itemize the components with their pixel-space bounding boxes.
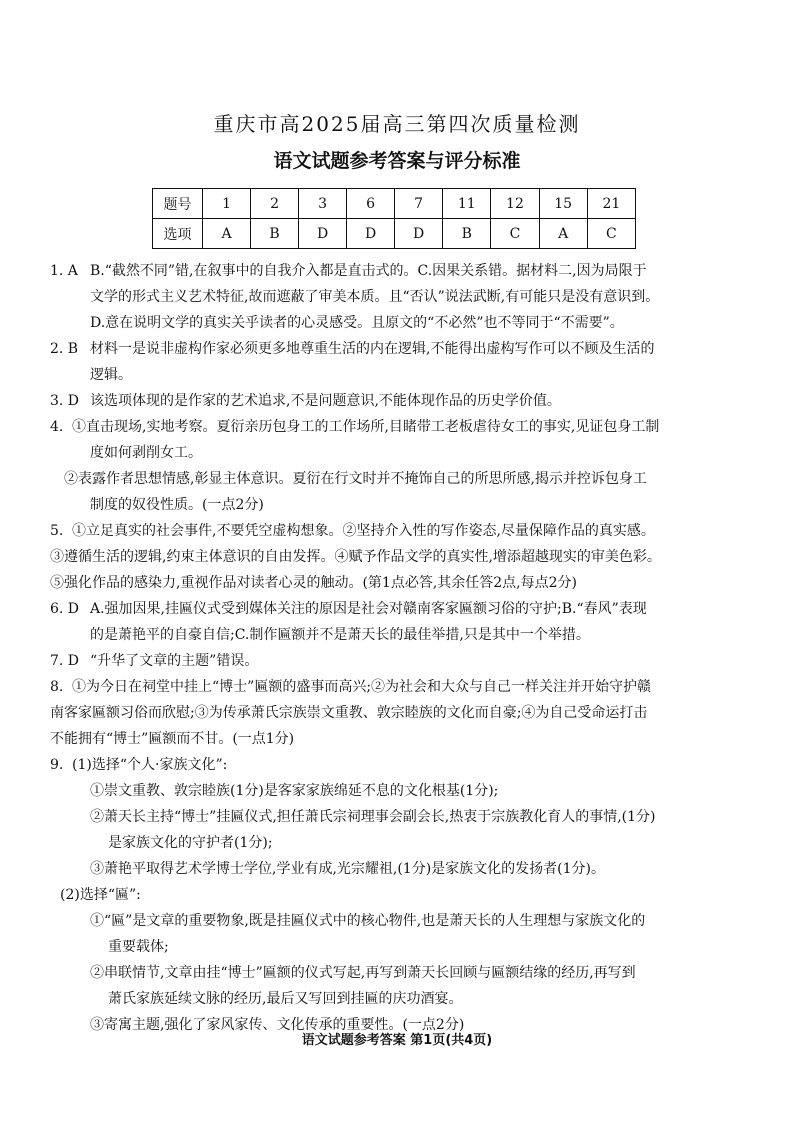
question-number-cell: 3	[299, 189, 347, 219]
question-number-cell: 6	[347, 189, 395, 219]
answer-cell: B	[443, 219, 491, 249]
item-q5	[50, 518, 762, 596]
text-line: 材料一是说非虚构作家必须更多地尊重生活的内在逻辑,不能得出虚构写作可以不顾及生活的	[90, 341, 655, 357]
text-line: ③萧艳平取得艺术学博士学位,学业有成,光宗耀祖,(1分)是家族文化的发扬者(1分)。	[90, 861, 606, 877]
item-number: 1. A	[50, 263, 78, 279]
text-line: 是家族文化的守护者(1分);	[108, 835, 273, 851]
answer-key-subtitle: 语文试题参考答案与评分标准	[273, 150, 521, 172]
text-line: ①“匾”是文章的重要物象,既是挂匾仪式中的核心物件,也是萧天长的人生理想与家族文化的	[90, 913, 646, 929]
item-q3	[50, 388, 762, 414]
question-number-cell: 15	[539, 189, 587, 219]
item-q9	[50, 752, 762, 1038]
item-number: 8.	[50, 679, 64, 695]
item-number: 5.	[50, 523, 64, 539]
question-number-cell: 1	[203, 189, 251, 219]
text-line: ②串联情节,文章由挂“博士”匾额的仪式写起,再写到萧天长回顾与匾额结缘的经历,再写到	[90, 965, 636, 981]
section-heading: (2)选择“匾”:	[60, 887, 141, 903]
text-line: 萧氏家族延续文脉的经历,最后又写回到挂匾的庆功酒宴。	[108, 991, 463, 1007]
answer-cell: C	[587, 219, 635, 249]
item-number: 7. D	[50, 653, 80, 669]
answer-cell: A	[203, 219, 251, 249]
text-line: 重要载体;	[108, 939, 169, 955]
item-number: 4.	[50, 419, 64, 435]
text-line: ①为今日在祠堂中挂上“博士”匾额的盛事而高兴;②为社会和大众与自己一样关注并开始守护赣	[72, 679, 652, 695]
page-footer: 语文试题参考答案 第1页(共4页)	[301, 1033, 493, 1048]
item-number: 2. B	[50, 341, 79, 357]
answer-cell: D	[299, 219, 347, 249]
item-q7	[50, 648, 762, 674]
text-line: 该选项体现的是作家的艺术追求,不是问题意识,不能体现作品的历史学价值。	[90, 393, 561, 409]
text-line: A.强加因果,挂匾仪式受到媒体关注的原因是社会对赣南客家匾额习俗的守护;B.“春风”表现	[90, 601, 647, 617]
answer-row	[153, 219, 636, 249]
text-line: ②萧天长主持“博士”挂匾仪式,担任萧氏宗祠理事会副会长,热衷于宗族教化育人的事情,(1分)	[90, 809, 656, 825]
text-line: ⑤强化作品的感染力,重视作品对读者心灵的触动。(第1点必答,其余任答2点,每点2分)	[50, 575, 577, 591]
question-number-cell: 11	[443, 189, 491, 219]
text-line: 不能拥有“博士”匾额而不甘。(一点1分)	[50, 731, 295, 747]
exam-title: 重庆市高2025届高三第四次质量检测	[213, 112, 581, 136]
row-label-answer: 选项	[153, 219, 203, 249]
text-line: ①崇文重教、敦宗睦族(1分)是客家家族绵延不息的文化根基(1分);	[90, 783, 499, 799]
item-q2	[50, 336, 762, 388]
text-line: ③遵循生活的逻辑,约束主体意识的自由发挥。④赋予作品文学的真实性,增添超越现实的审美色彩。	[50, 549, 661, 565]
text-line: ③寄寓主题,强化了家风家传、文化传承的重要性。(一点2分)	[90, 1017, 465, 1033]
text-line: 逻辑。	[90, 367, 132, 383]
item-q8	[50, 674, 762, 752]
text-line: D.意在说明文学的真实关乎读者的心灵感受。且原文的“不必然”也不等同于“不需要”。	[90, 315, 624, 331]
answer-cell: D	[347, 219, 395, 249]
item-q1	[50, 258, 762, 336]
item-number: 3. D	[50, 393, 80, 409]
text-line: 的是萧艳平的自豪自信;C.制作匾额并不是萧天长的最佳举措,只是其中一个举措。	[90, 627, 590, 643]
item-number: 9.	[50, 757, 64, 773]
answer-cell: B	[251, 219, 299, 249]
answer-cell: D	[395, 219, 443, 249]
text-line: ①立足真实的社会事件,不要凭空虚构想象。②坚持介入性的写作姿态,尽量保障作品的真实感。	[72, 523, 655, 539]
text-line: ①直击现场,实地考察。夏衍亲历包身工的工作场所,目睹带工老板虐待女工的事实,见证包身工制	[72, 419, 660, 435]
answer-table	[152, 188, 636, 249]
row-label-question: 题号	[153, 189, 203, 219]
text-line: B.“截然不同”错,在叙事中的自我介入都是直击式的。C.因果关系错。据材料二,因为局限于	[90, 263, 647, 279]
text-line: 南客家匾额习俗而欣慰;③为传承萧氏宗族崇文重教、敦宗睦族的文化而自豪;④为自己受命运打击	[50, 705, 648, 721]
text-line: 文学的形式主义艺术特征,故而遮蔽了审美本质。且“否认”说法武断,有可能只是没有意识到。	[90, 289, 660, 305]
text-line: ②表露作者思想情感,彰显主体意识。夏衍在行文时并不掩饰自己的所思所感,揭示并控诉包身工	[64, 471, 647, 487]
answer-cell: C	[491, 219, 539, 249]
question-number-cell: 21	[587, 189, 635, 219]
item-q6	[50, 596, 762, 648]
text-line: 度如何剥削女工。	[90, 445, 202, 461]
answer-explanations	[50, 258, 762, 1038]
item-number: 6. D	[50, 601, 80, 617]
question-number-row	[153, 189, 636, 219]
text-line: “升华了文章的主题”错误。	[90, 653, 259, 669]
question-number-cell: 2	[251, 189, 299, 219]
question-number-cell: 12	[491, 189, 539, 219]
section-heading: (1)选择“个人·家族文化”:	[72, 757, 228, 773]
text-line: 制度的奴役性质。(一点2分)	[90, 497, 264, 513]
item-q4	[50, 414, 762, 518]
answer-cell: A	[539, 219, 587, 249]
question-number-cell: 7	[395, 189, 443, 219]
